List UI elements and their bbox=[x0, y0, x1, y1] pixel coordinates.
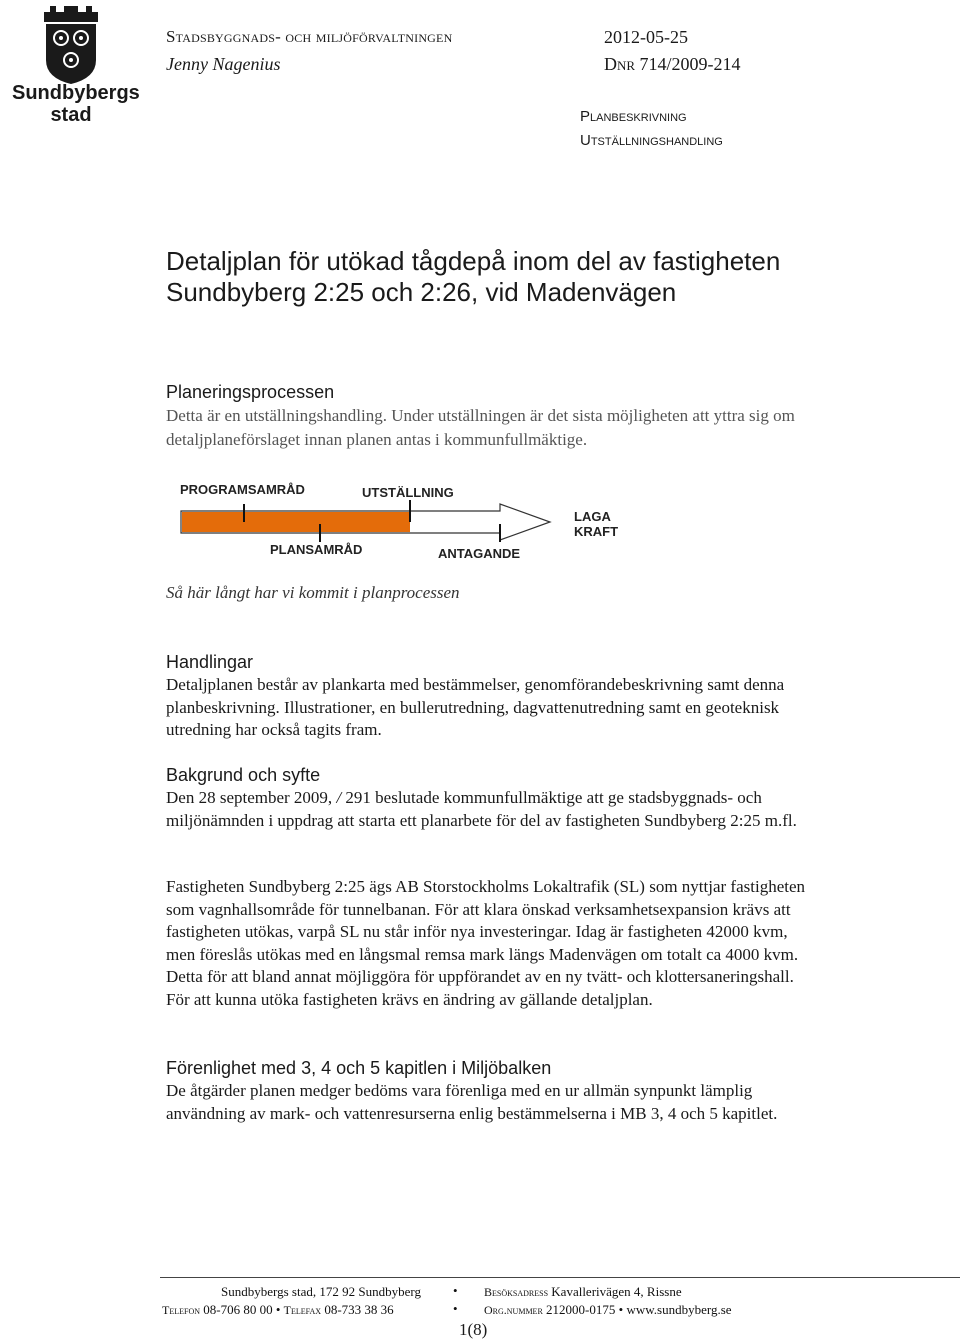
bakgrund-text-part-2: 291 beslutade kommunfullmäktige att ge stadsbyggnads- och miljönämnden i uppdrag att starta ett planarbete för del av fastigheten Sundbyberg 2:25 m.fl. bbox=[166, 788, 797, 830]
section-text-bakgrund-1 bbox=[166, 787, 806, 832]
timeline-progress-fill bbox=[182, 512, 410, 532]
footer-bullet: • bbox=[453, 1283, 458, 1298]
footer-fax-value: 08-733 38 36 bbox=[324, 1302, 394, 1317]
timeline-label-programsamrad: PROGRAMSAMRÅD bbox=[180, 482, 305, 497]
case-number: Dnr 714/2009-214 bbox=[604, 54, 741, 74]
section-heading-handlingar: Handlingar bbox=[166, 652, 254, 672]
section-heading-miljobalken: Förenlighet med 3, 4 och 5 kapitlen i Miljöbalken bbox=[166, 1058, 552, 1078]
footer-visit-address bbox=[484, 1284, 682, 1300]
planning-timeline bbox=[170, 478, 630, 568]
paragraph-sign-icon: / bbox=[336, 788, 342, 807]
city-logo bbox=[12, 2, 140, 126]
footer-visit-label: Besöksadress bbox=[484, 1285, 549, 1299]
footer-contact bbox=[162, 1302, 394, 1318]
page-number: 1(8) bbox=[459, 1320, 488, 1339]
footer-address: Sundbybergs stad, 172 92 Sundbyberg bbox=[221, 1284, 421, 1299]
section-text-bakgrund-2: Fastigheten Sundbyberg 2:25 ägs AB Storstockholms Lokaltrafik (SL) som nyttjar fastigheten som vagnhallsområde för tunnelbanan. För att klara önskad verksamhetsexpansion krävs att fastigheten utökas, varpå SL nu står inför nya investeringar. Idag är fastigheten 42000 kvm, men föreslås utökas med en långsmal remsa mark längs Madenvägen om totalt ca 4000 kvm. Detta för att bland annat möjliggöra för uppförandet av en ny tvätt- och klottersaneringshall. För att kunna utöka fastigheten krävs en ändring av gällande detaljplan. bbox=[166, 877, 806, 1009]
footer-org bbox=[484, 1302, 732, 1318]
timeline-label-laga: LAGA bbox=[574, 509, 611, 524]
footer-org-value: 212000-0175 bbox=[546, 1302, 616, 1317]
timeline-label-plansamrad: PLANSAMRÅD bbox=[270, 542, 363, 557]
footer-visit-value: Kavallerivägen 4, Rissne bbox=[551, 1284, 682, 1299]
footer-org-label: Org.nummer bbox=[484, 1303, 543, 1317]
author-name: Jenny Nagenius bbox=[166, 54, 281, 74]
document-type: Planbeskrivning bbox=[580, 108, 687, 125]
footer-bullet: • bbox=[275, 1302, 281, 1317]
timeline-caption: Så här långt har vi kommit i planprocessen bbox=[166, 583, 460, 602]
section-text-miljobalken: De åtgärder planen medger bedöms vara förenliga med en ur allmän synpunkt lämplig användning av mark- och vattenresurserna enlig bestämmelserna i MB 3, 4 och 5 kapitlet. bbox=[166, 1081, 778, 1123]
section-heading-bakgrund: Bakgrund och syfte bbox=[166, 765, 321, 785]
department-name: Stadsbyggnads- och miljöförvaltningen bbox=[166, 27, 453, 46]
logo-text-line-1: Sundbybergs bbox=[12, 82, 140, 104]
logo-text-line-2: stad bbox=[50, 104, 92, 126]
document-status: Utställningshandling bbox=[580, 132, 723, 149]
footer-divider bbox=[160, 1277, 960, 1278]
footer-phone-label: Telefon bbox=[162, 1303, 200, 1317]
timeline-label-antagande: ANTAGANDE bbox=[438, 546, 521, 561]
footer-website[interactable]: www.sundbyberg.se bbox=[626, 1302, 732, 1317]
footer-phone-value: 08-706 80 00 bbox=[203, 1302, 273, 1317]
timeline-label-kraft: KRAFT bbox=[574, 524, 619, 539]
coat-of-arms-icon bbox=[12, 2, 130, 84]
section-text-handlingar: Detaljplanen består av plankarta med bestämmelser, genomförandebeskrivning samt denna planbeskrivning. Illustrationer, en bullerutredning, dagvattenutredning samt en geoteknisk utredning har också tagits fram. bbox=[166, 675, 785, 739]
document-date: 2012-05-25 bbox=[604, 27, 688, 47]
timeline-label-utstallning: UTSTÄLLNING bbox=[362, 485, 454, 500]
footer-bullet: • bbox=[453, 1301, 458, 1316]
bakgrund-text-part-1: Den 28 september 2009, bbox=[166, 788, 333, 807]
section-text-process: Detta är en utställningshandling. Under utställningen är det sista möjligheten att yttra sig om detaljplaneförslaget innan planen antas i kommunfullmäktige. bbox=[166, 406, 795, 449]
document-title: Detaljplan för utökad tågdepå inom del av fastigheten Sundbyberg 2:25 och 2:26, vid Madenvägen bbox=[166, 246, 781, 307]
footer-bullet: • bbox=[618, 1302, 624, 1317]
footer-fax-label: Telefax bbox=[283, 1303, 322, 1317]
section-heading-process: Planeringsprocessen bbox=[166, 382, 335, 402]
